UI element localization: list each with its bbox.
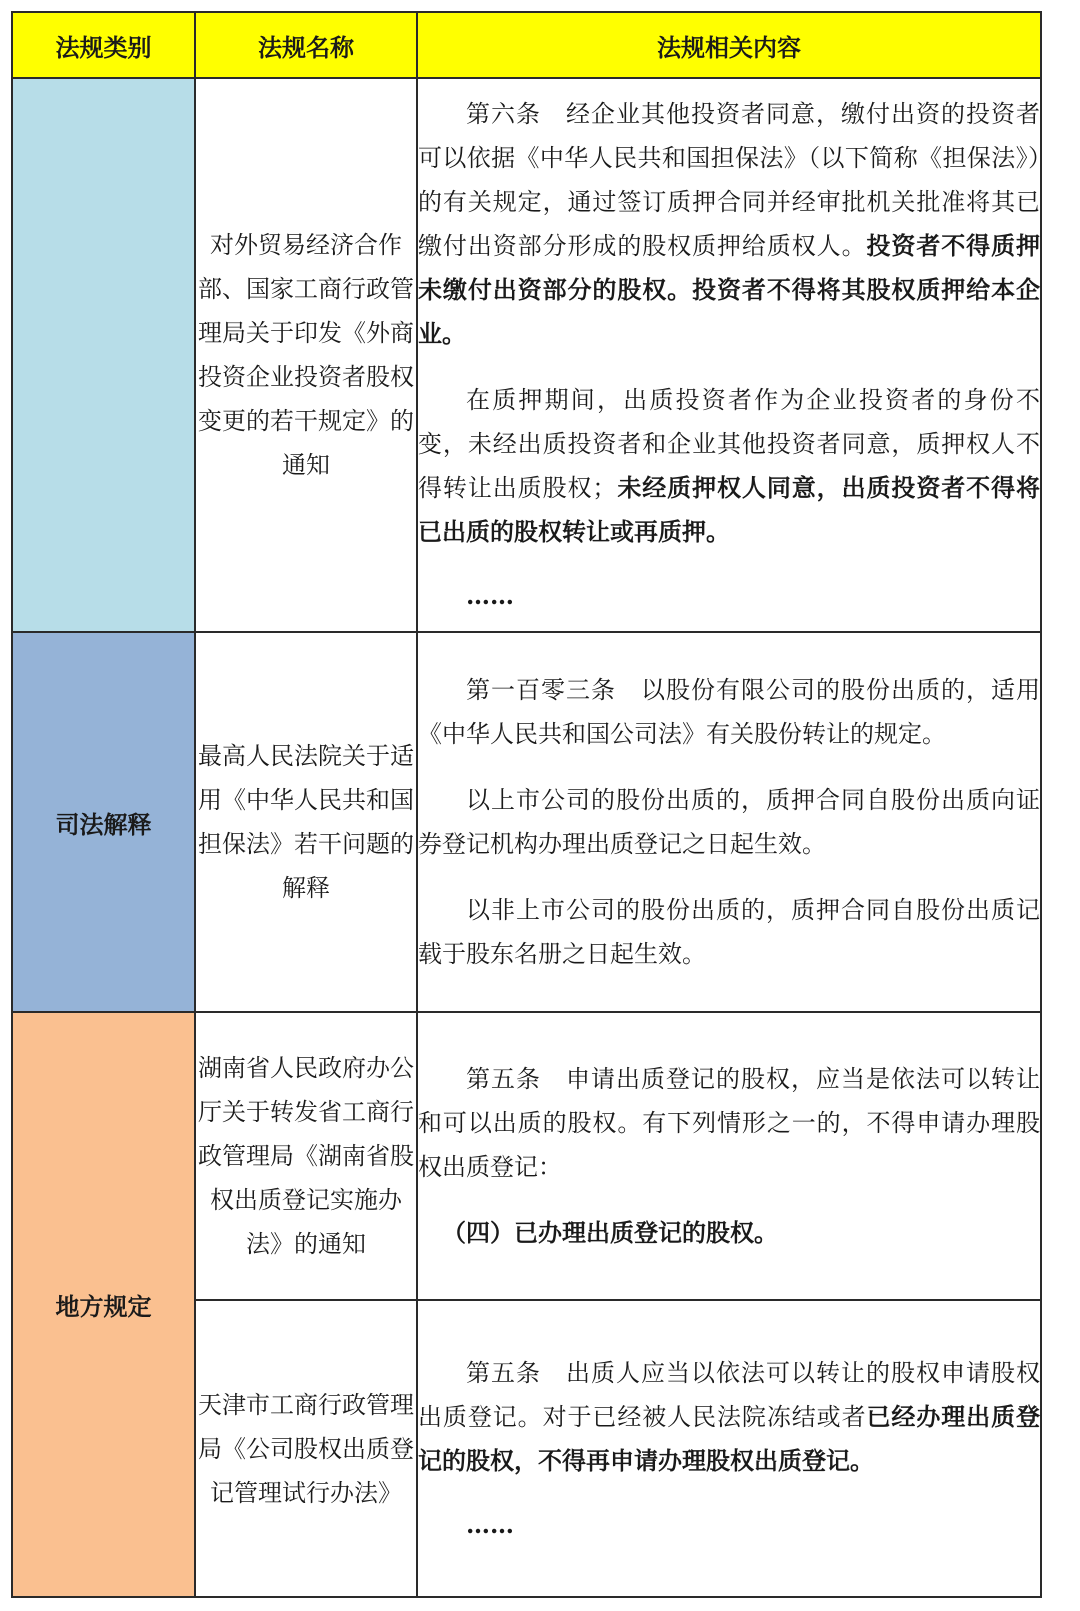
ellipsis: …… xyxy=(466,581,514,611)
regulation-content xyxy=(417,632,1041,1012)
header-category: 法规类别 xyxy=(12,12,195,78)
content-paragraph: 以非上市公司的股份出质的，质押合同自股份出质记载于股东名册之日起生效。 xyxy=(418,896,1040,969)
category-cell xyxy=(12,78,195,632)
regulation-name: 对外贸易经济合作部、国家工商行政管理局关于印发《外商投资企业投资者股权变更的若干规定》的通知 xyxy=(195,78,417,632)
regulation-content xyxy=(417,1300,1041,1597)
table-row xyxy=(12,1012,1041,1300)
table-row xyxy=(12,632,1041,1012)
header-name: 法规名称 xyxy=(195,12,417,78)
regulation-content xyxy=(417,78,1041,632)
content-paragraph: 第五条 申请出质登记的股权，应当是依法可以转让和可以出质的股权。有下列情形之一的，不得申请办理股权出质登记： xyxy=(418,1065,1040,1182)
content-paragraph: 以上市公司的股份出质的，质押合同自股份出质向证券登记机构办理出质登记之日起生效。 xyxy=(418,786,1040,859)
content-paragraph: （四）已办理出质登记的股权。 xyxy=(442,1218,778,1248)
content-paragraph: 第六条 经企业其他投资者同意，缴付出资的投资者可以依据《中华人民共和国担保法》（以下简称《担保法》）的有关规定，通过签订质押合同并经审批机关批准将其已缴付出资部分形成的股权质押给质权人。投资者不得质押未缴付出资部分的股权。投资者不得将其股权质押给本企业。 xyxy=(418,100,1040,349)
category-cell xyxy=(12,632,195,1012)
regulation-name: 最高人民法院关于适用《中华人民共和国担保法》若干问题的解释 xyxy=(195,632,417,1012)
header-row xyxy=(12,12,1041,78)
ellipsis: …… xyxy=(466,1509,514,1539)
table-row xyxy=(12,78,1041,632)
regulation-name: 湖南省人民政府办公厅关于转发省工商行政管理局《湖南省股权出质登记实施办法》的通知 xyxy=(195,1012,417,1300)
content-paragraph: 第五条 出质人应当以依法可以转让的股权申请股权出质登记。对于已经被人民法院冻结或者已经办理出质登记的股权，不得再申请办理股权出质登记。 xyxy=(418,1358,1040,1475)
category-label: 司法解释 xyxy=(55,810,152,839)
regulation-name: 天津市工商行政管理局《公司股权出质登记管理试行办法》 xyxy=(195,1300,417,1597)
regulation-table xyxy=(11,11,1042,1598)
bold-text: 已经办理出质登记的股权，不得再申请办理股权出质登记。 xyxy=(418,1401,1040,1475)
content-paragraph: 第一百零三条 以股份有限公司的股份出质的，适用《中华人民共和国公司法》有关股份转让的规定。 xyxy=(418,676,1040,749)
category-cell xyxy=(12,1012,195,1597)
bold-text: 投资者不得质押未缴付出资部分的股权。投资者不得将其股权质押给本企业。 xyxy=(418,231,1040,349)
content-paragraph: 在质押期间，出质投资者作为企业投资者的身份不变，未经出质投资者和企业其他投资者同意，质押权人不得转让出质股权；未经质押权人同意，出质投资者不得将已出质的股权转让或再质押。 xyxy=(418,386,1041,547)
bold-text: 未经质押权人同意，出质投资者不得将已出质的股权转让或再质押。 xyxy=(418,473,1041,547)
regulation-content xyxy=(417,1012,1041,1300)
category-label: 地方规定 xyxy=(55,1293,152,1321)
header-content: 法规相关内容 xyxy=(417,12,1041,78)
